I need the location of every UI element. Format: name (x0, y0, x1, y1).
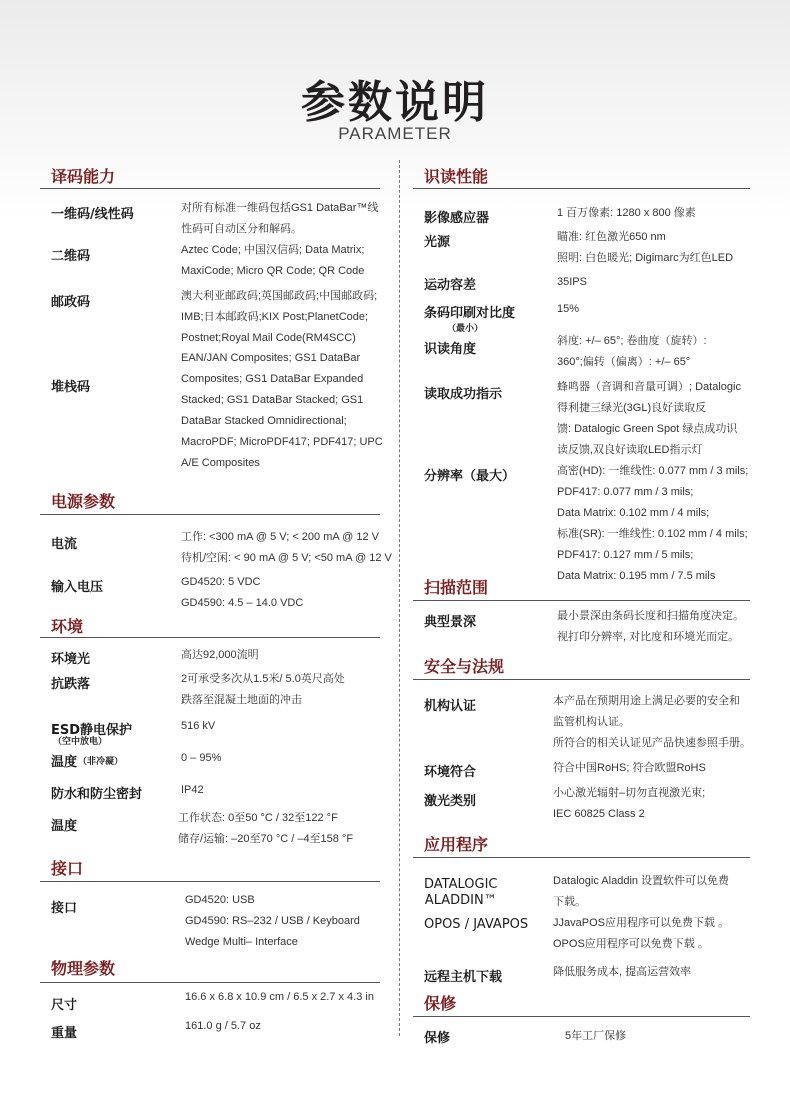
section-rule (413, 1016, 750, 1017)
section-title-physical: 物理参数 (51, 959, 116, 978)
value-weight: 161.0 g / 5.7 oz (185, 1020, 261, 1032)
value-temperature: 工作状态: 0至50 °C / 32至122 °F 储存/运输: –20至70 °C / –4至158 °F (178, 812, 354, 845)
section-title-decode: 译码能力 (51, 167, 116, 186)
value-light-source: 瞄准: 红色激光650 nm 照明: 白色暖光; Digimarc为红色LED (557, 231, 734, 264)
value-sealing: IP42 (181, 784, 204, 796)
value-agency-approvals: 本产品在预期用途上满足必要的安全和 监管机构认证。 所符合的相关认证见产品快速参照手册。 (553, 695, 751, 749)
value-size: 16.6 x 6.8 x 10.9 cm / 6.5 x 2.7 x 4.3 in (185, 991, 374, 1003)
value-datalogic-aladdin: Datalogic Aladdin 设置软件可以免费 下载。 (553, 875, 730, 908)
value-input-voltage: GD4520: 5 VDC GD4590: 4.5 – 14.0 VDC (181, 576, 304, 609)
label-weight: 重量 (51, 1026, 78, 1041)
value-ambient-light: 高达92,000流明 (181, 649, 259, 661)
value-good-read-indicator: 蜂鸣器（音调和音量可调）; Datalogic 得利捷三绿光(3GL)良好读取反 馈: Datalogic Green Spot 绿点成功识 读反馈,双良好读取LED指示灯 (557, 381, 741, 456)
label-reading-angle: 识读角度 (424, 342, 477, 357)
sublabel-esd: （空中放电） (53, 737, 108, 747)
label-interface: 接口 (51, 901, 78, 916)
section-title-applications: 应用程序 (424, 835, 489, 854)
value-motion-tolerance: 35IPS (557, 276, 587, 288)
column-divider (399, 160, 400, 1036)
page-subtitle: PARAMETER (338, 124, 452, 143)
value-depth-of-field: 最小景深由条码长度和扫描角度决定。 视打印分辨率, 对比度和环境光而定。 (557, 610, 744, 643)
section-title-reading: 识读性能 (424, 167, 489, 186)
section-title-interface: 接口 (51, 859, 84, 878)
label-agency-approvals: 机构认证 (424, 699, 477, 714)
section-rule (40, 514, 380, 515)
label-print-contrast: 条码印刷对比度 (424, 306, 516, 321)
label-remote-host-download: 远程主机下载 (424, 970, 503, 985)
section-rule (40, 188, 380, 189)
section-rule (413, 679, 750, 680)
label-good-read-indicator: 读取成功指示 (424, 387, 503, 402)
page-title: 参数说明 (301, 77, 489, 128)
label-drop: 抗跌落 (51, 677, 91, 692)
label-opos-javapos: OPOS / JAVAPOS (424, 917, 529, 932)
section-rule (413, 600, 750, 601)
value-image-sensor: 1 百万像素: 1280 x 800 像素 (557, 207, 696, 219)
label-resolution: 分辨率（最大） (424, 469, 516, 484)
sublabel-print-contrast: （最小） (447, 324, 484, 334)
label-current: 电流 (51, 537, 78, 552)
value-interface: GD4520: USB GD4590: RS–232 / USB / Keyboard Wedge Multi– Interface (185, 894, 360, 948)
value-stacked-code: EAN/JAN Composites; GS1 DataBar Composites; GS1 DataBar Expanded Stacked; GS1 DataBar Stacked; GS1 DataBar Stacked Omnidirectional; MacroPDF; MicroPDF417; PDF417; UPC A/E Composites (181, 352, 383, 469)
section-title-scan-range: 扫描范围 (424, 578, 489, 597)
value-opos-javapos: JJavaPOS应用程序可以免费下载 。 OPOS应用程序可以免费下载 。 (553, 917, 730, 950)
value-print-contrast: 15% (557, 303, 580, 315)
label-datalogic-aladdin: DATALOGIC ALADDIN™ (424, 877, 498, 908)
value-warranty: 5年工厂保修 (565, 1030, 627, 1042)
label-light-source: 光源 (424, 235, 451, 250)
value-2d-code: Aztec Code; 中国汉信码; Data Matrix; MaxiCode; Micro QR Code; QR Code (181, 244, 365, 277)
section-title-environment: 环境 (51, 617, 84, 636)
value-remote-host-download: 降低服务成本, 提高运营效率 (553, 966, 692, 978)
value-postal-code: 澳大利亚邮政码;英国邮政码;中国邮政码; IMB;日本邮政码;KIX Post;PlanetCode; Postnet;Royal Mail Code(RM4SCC) (181, 290, 378, 344)
label-warranty: 保修 (424, 1031, 451, 1046)
section-title-safety: 安全与法规 (424, 657, 505, 676)
label-esd: ESD静电保护 (51, 723, 133, 738)
section-rule (40, 881, 380, 882)
value-humidity: 0 – 95% (181, 752, 222, 764)
section-rule (413, 188, 750, 189)
label-image-sensor: 影像感应器 (424, 211, 490, 226)
section-title-warranty: 保修 (424, 994, 457, 1013)
label-input-voltage: 输入电压 (51, 580, 104, 595)
label-size: 尺寸 (51, 998, 78, 1013)
label-environmental-compliance: 环境符合 (424, 765, 477, 780)
value-reading-angle: 斜度: +/– 65°; 卷曲度（旋转）: 360°;偏转（偏离）: +/– 65° (557, 335, 707, 368)
label-sealing: 防水和防尘密封 (51, 787, 143, 802)
value-resolution: 高密(HD): 一维线性: 0.077 mm / 3 mils; PDF417: 0.077 mm / 3 mils; Data Matrix: 0.102 mm / 4 mils; 标准(SR): 一维线性: 0.102 mm / 4 mils; PDF417: 0.127 mm / 5 mils; Data Matrix: 0.195 mm / 7.5 mils (557, 465, 749, 582)
label-humidity: 温度 (51, 755, 78, 770)
section-title-power: 电源参数 (51, 492, 116, 511)
value-laser-class: 小心激光辐射–切勿直视激光束; IEC 60825 Class 2 (553, 787, 706, 820)
label-ambient-light: 环境光 (51, 652, 91, 667)
value-current: 工作: <300 mA @ 5 V; < 200 mA @ 12 V 待机/空闲: < 90 mA @ 5 V; <50 mA @ 12 V (181, 531, 392, 564)
section-rule (40, 637, 380, 638)
label-postal-code: 邮政码 (51, 295, 91, 310)
value-environmental-compliance: 符合中国RoHS; 符合欧盟RoHS (553, 762, 706, 774)
label-motion-tolerance: 运动容差 (424, 278, 477, 293)
value-drop: 2可承受多次从1.5米/ 5.0英尺高处 跌落至混凝土地面的冲击 (181, 673, 345, 706)
section-rule (40, 982, 380, 983)
label-2d-code: 二维码 (51, 249, 91, 264)
value-linear-code: 对所有标准一维码包括GS1 DataBar™线 性码可自动区分和解码。 (181, 202, 379, 235)
label-temperature: 温度 (51, 819, 78, 834)
sublabel-humidity: （非冷凝） (78, 757, 124, 767)
label-laser-class: 激光类别 (424, 794, 477, 809)
label-linear-code: 一维码/线性码 (51, 207, 134, 222)
value-esd: 516 kV (181, 720, 216, 732)
label-stacked-code: 堆栈码 (51, 380, 91, 395)
section-rule (413, 857, 750, 858)
label-depth-of-field: 典型景深 (424, 615, 477, 630)
